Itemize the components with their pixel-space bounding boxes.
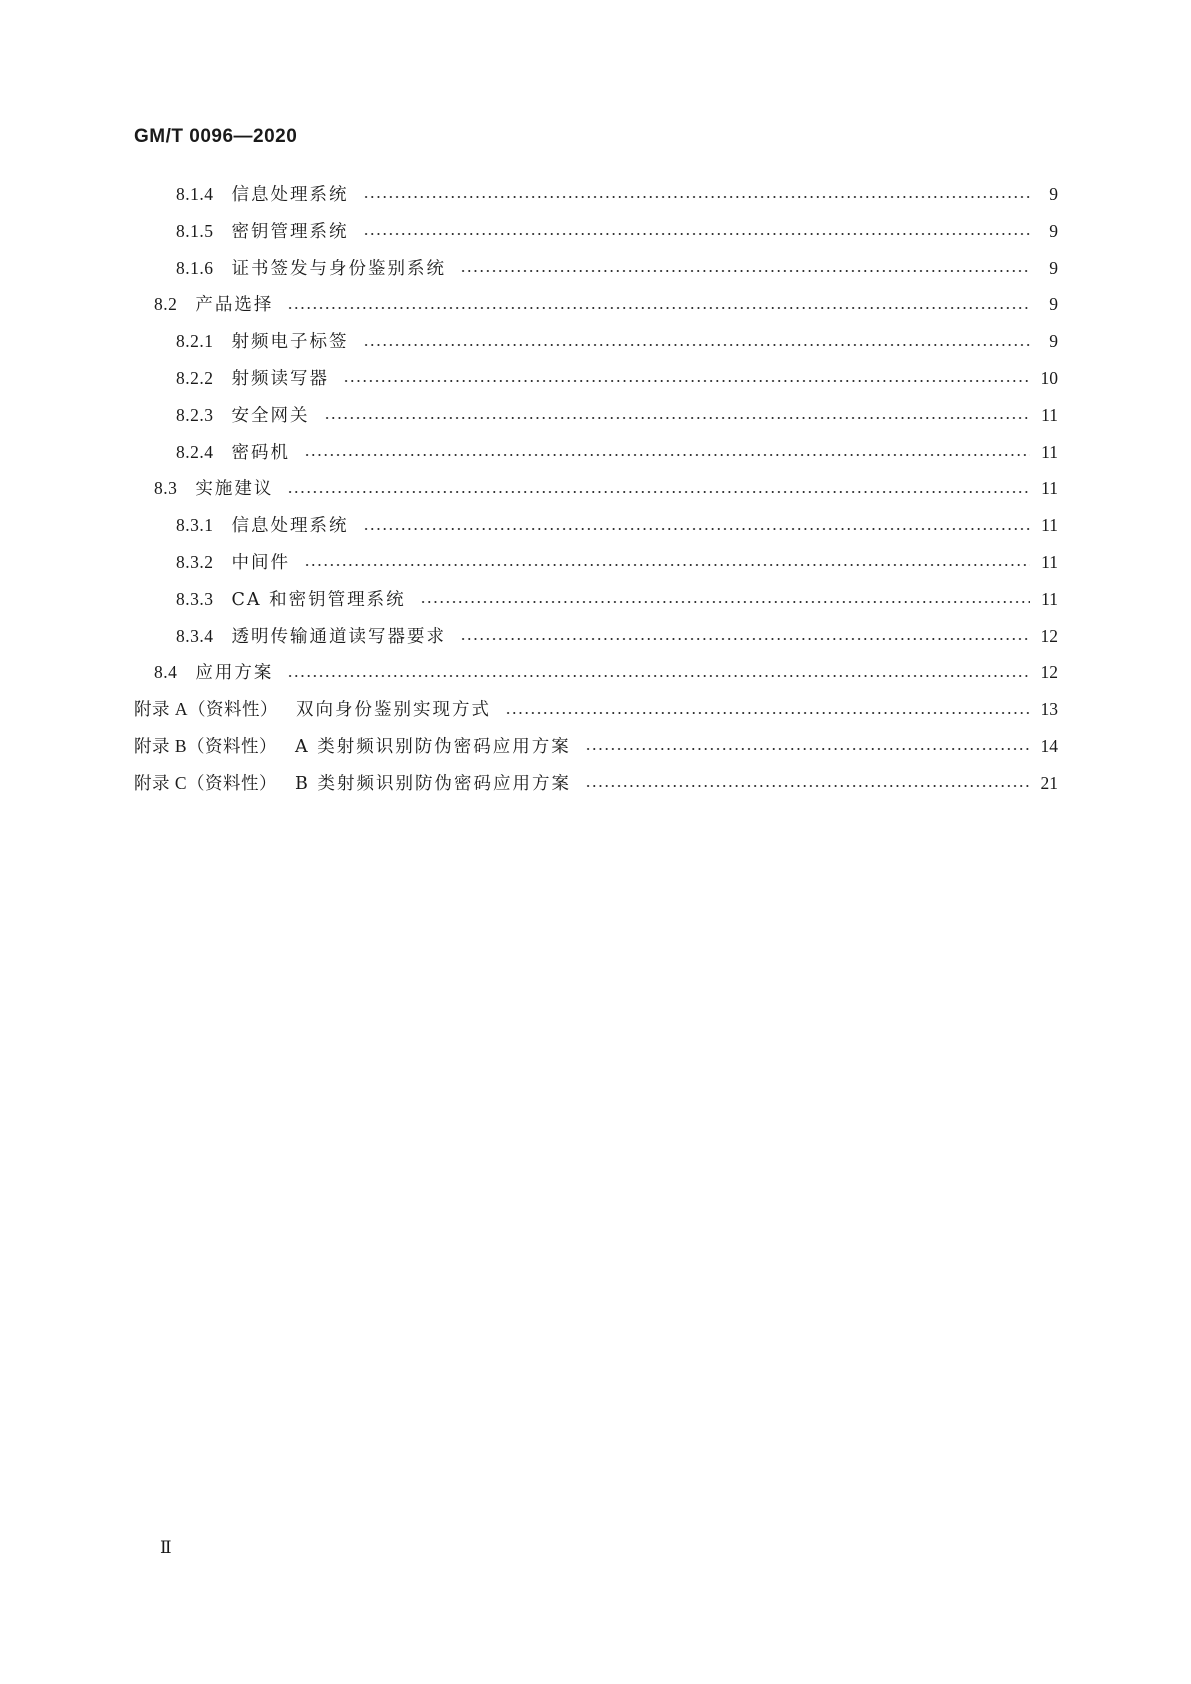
toc-entry[interactable]: [134, 397, 1058, 434]
toc-entry-page-number: 21: [1040, 772, 1058, 793]
toc-entry[interactable]: [134, 434, 1058, 471]
toc-entry[interactable]: [134, 618, 1058, 655]
dot-leader: [363, 528, 1031, 530]
toc-entry-number: 8.3.2: [176, 551, 214, 572]
toc-entry[interactable]: [134, 360, 1058, 397]
toc-entry-page-number: 9: [1049, 257, 1058, 278]
toc-entry-title: 应用方案: [195, 663, 274, 684]
toc-entry-page-number: 10: [1040, 367, 1058, 388]
dot-leader: [304, 564, 1030, 566]
toc-entry[interactable]: [134, 581, 1058, 618]
toc-entry-page-number: 12: [1040, 662, 1058, 683]
toc-entry[interactable]: [134, 544, 1058, 581]
dot-leader: [287, 307, 1030, 309]
toc-entry-title: 双向身份鉴别实现方式: [296, 700, 492, 721]
toc-entry[interactable]: [134, 250, 1058, 287]
toc-entry-number: 8.1.5: [176, 220, 214, 241]
toc-entry-page-number: 11: [1041, 588, 1058, 609]
toc-entry-title: CA 和密钥管理系统: [231, 589, 406, 610]
toc-entry-number: 8.2.3: [176, 404, 214, 425]
dot-leader: [324, 417, 1031, 419]
dot-leader: [585, 785, 1030, 787]
toc-entry-number: 附录 A（资料性）: [134, 699, 279, 720]
toc-entry-title: 安全网关: [231, 405, 310, 426]
dot-leader: [363, 196, 1031, 198]
toc-entry-page-number: 11: [1041, 551, 1058, 572]
toc-entry[interactable]: [134, 176, 1058, 213]
toc-entry-title: 信息处理系统: [231, 185, 349, 205]
document-header-id: GM/T 0096—2020: [134, 126, 298, 147]
toc-entry-number: 8.2.2: [176, 367, 214, 388]
toc-entry[interactable]: [134, 691, 1058, 728]
dot-leader: [420, 601, 1030, 603]
toc-entry-page-number: 11: [1041, 404, 1058, 425]
dot-leader: [585, 748, 1030, 750]
toc-entry-number: 8.2: [154, 294, 178, 315]
dot-leader: [363, 344, 1031, 346]
toc-entry-title: 密钥管理系统: [231, 221, 349, 242]
toc-entry-number: 8.2.1: [176, 331, 214, 352]
dot-leader: [287, 491, 1030, 493]
toc-entry-page-number: 9: [1049, 294, 1058, 315]
dot-leader: [460, 270, 1030, 272]
toc-entry-page-number: 11: [1041, 478, 1058, 499]
toc-entry-number: 8.3: [154, 478, 178, 499]
toc-entry-title: 射频电子标签: [231, 332, 349, 353]
toc-entry-number: 8.1.4: [176, 184, 214, 204]
toc-entry-number: 8.4: [154, 662, 178, 683]
toc-entry-title: 密码机: [231, 442, 290, 463]
toc-entry-title: 中间件: [231, 552, 290, 573]
dot-leader: [363, 233, 1031, 235]
toc-entry[interactable]: [134, 507, 1058, 544]
toc-entry-number: 8.3.1: [176, 515, 214, 536]
toc-entry-title: 实施建议: [195, 479, 274, 500]
toc-entry-title: 透明传输通道读写器要求: [231, 626, 446, 647]
toc-entry-title: 产品选择: [195, 295, 274, 316]
toc-entry-number: 8.1.6: [176, 257, 214, 278]
toc-entry-page-number: 9: [1049, 331, 1058, 352]
toc-entry[interactable]: [134, 323, 1058, 360]
toc-entry-number: 附录 B（资料性）: [134, 735, 278, 756]
page-folio: Ⅱ: [160, 1538, 172, 1557]
toc-entry-number: 8.3.3: [176, 588, 214, 609]
toc-entry-page-number: 11: [1041, 515, 1058, 536]
toc-entry-page-number: 14: [1040, 735, 1058, 756]
dot-leader: [343, 380, 1030, 382]
table-of-contents: [134, 176, 1058, 802]
toc-entry[interactable]: [134, 765, 1058, 802]
toc-entry-title: 信息处理系统: [231, 516, 349, 537]
toc-entry-page-number: 9: [1049, 184, 1058, 204]
toc-entry-number: 附录 C（资料性）: [134, 772, 278, 793]
dot-leader: [304, 454, 1030, 456]
dot-leader: [460, 638, 1030, 640]
toc-entry[interactable]: [134, 470, 1058, 507]
dot-leader: [505, 712, 1030, 714]
toc-entry-title: A 类射频识别防伪密码应用方案: [295, 736, 571, 757]
toc-entry-title: 射频读写器: [231, 368, 329, 389]
toc-entry[interactable]: [134, 728, 1058, 765]
toc-entry-page-number: 11: [1041, 441, 1058, 462]
toc-entry-title: 证书签发与身份鉴别系统: [231, 258, 446, 279]
toc-entry-number: 8.2.4: [176, 441, 214, 462]
toc-entry[interactable]: [134, 286, 1058, 323]
toc-entry[interactable]: [134, 213, 1058, 250]
dot-leader: [287, 675, 1030, 677]
toc-entry-page-number: 9: [1049, 220, 1058, 241]
toc-entry[interactable]: [134, 654, 1058, 691]
toc-entry-number: 8.3.4: [176, 625, 214, 646]
toc-entry-title: B 类射频识别防伪密码应用方案: [295, 773, 571, 794]
toc-entry-page-number: 13: [1040, 699, 1058, 720]
toc-entry-page-number: 12: [1040, 625, 1058, 646]
